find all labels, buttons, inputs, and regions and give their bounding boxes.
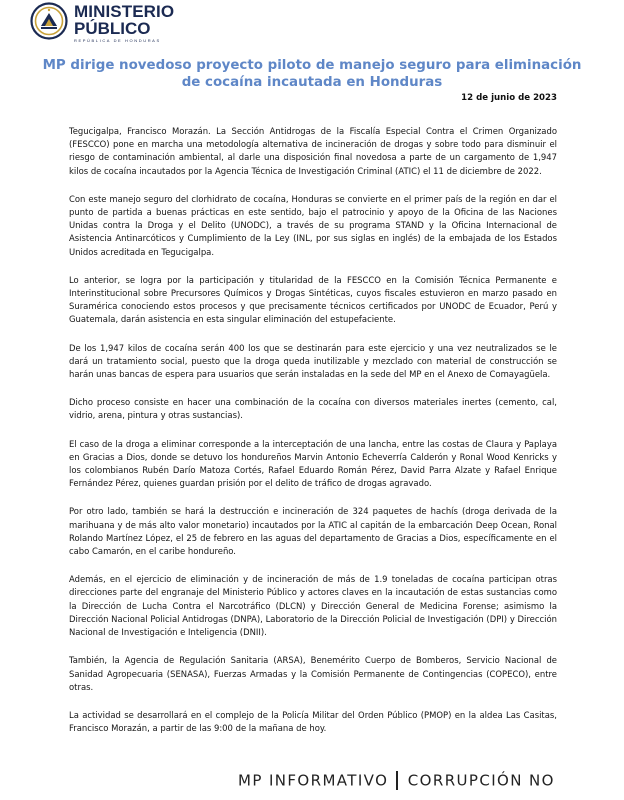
article-paragraph: La actividad se desarrollará en el complejo de la Policía Militar del Orden Público (PMOP) en la aldea Las Casitas, Francisco Morazán, a partir de las 9:00 de la mañana de hoy. bbox=[69, 709, 557, 734]
ministerio-publico-logo bbox=[30, 2, 330, 46]
article-paragraph: De los 1,947 kilos de cocaína serán 400 los que se destinarán para este ejercicio y una vez neutralizados se le dará un tratamiento social, puesto que la droga queda inutilizable y mezclado con material de construcción se harán unas bancas de espera para usuarios que serán instaladas en la sede del MP en el Anexo de Comayagüela. bbox=[69, 342, 557, 380]
footer-corrupcion-no: CORRUPCIÓN NO bbox=[407, 771, 555, 790]
article-date: 12 de junio de 2023 bbox=[461, 93, 557, 103]
article-paragraph: El caso de la droga a eliminar corresponde a la interceptación de una lancha, entre las costas de Claura y Paplaya en Gracias a Dios, donde se detuvo los hondureños Marvin Antonio Echeverría Calderón y Ronal Wood Kenricks y los colombianos Rubén Darío Matoza Cortés, Rafael Eduardo Román Pérez, David Parra Alzate y Rafael Enrique Fernández Pérez, quienes guardan prisión por el delito de tráfico de drogas agravado. bbox=[69, 438, 557, 489]
logo-wordmark-line2: PÚBLICO bbox=[74, 19, 151, 38]
article-paragraph: Con este manejo seguro del clorhidrato de cocaína, Honduras se convierte en el primer país de la región en dar el punto de partida a buenas prácticas en este sentido, bajo el patrocinio y apoyo de la Oficina de las Naciones Unidas contra la Droga y el Delito (UNODC), a través de su programa STAND y la Oficina Internacional de Asistencia Antinarcóticos y Cumplimiento de la Ley (INL, por sus siglas en inglés) de la embajada de los Estados Unidos acreditada en Tegucigalpa. bbox=[69, 193, 557, 257]
article-title: MP dirige novedoso proyecto piloto de manejo seguro para eliminación de cocaína incautada en Honduras bbox=[42, 58, 582, 90]
article-paragraph: Además, en el ejercicio de eliminación y de incineración de más de 1.9 toneladas de cocaína participan otras direcciones parte del engranaje del Ministerio Público y actores claves en la incautación de estas sustancias como la Dirección de Lucha Contra el Narcotráfico (DLCN) y Dirección General de Medicina Forense; asimismo la Dirección Nacional Policial Antidrogas (DNPA), Laboratorio de la Dirección Policial de Investigación (DPI) y Dirección Nacional de Investigación e Inteligencia (DNII). bbox=[69, 574, 557, 638]
article-body bbox=[69, 125, 557, 750]
ministerio-publico-seal-icon bbox=[30, 2, 68, 40]
footer-divider bbox=[396, 771, 398, 790]
article-paragraph: Tegucigalpa, Francisco Morazán. La Sección Antidrogas de la Fiscalía Especial Contra el Crimen Organizado (FESCCO) pone en marcha una metodología alternativa de incineración de drogas y sobre todo para disminuir el riesgo de contaminación ambiental, al darle una disposición final novedosa a parte de un cargamento de 1,947 kilos de cocaína incautados por la Agencia Técnica de Investigación Criminal (ATIC) el 11 de diciembre de 2022. bbox=[69, 126, 557, 176]
logo-wordmark-line1: MINISTERIO bbox=[74, 2, 175, 21]
footer-banner bbox=[238, 771, 624, 799]
article-paragraph: Lo anterior, se logra por la participación y titularidad de la FESCCO en la Comisión Técnica Permanente e Interinstitucional sobre Precursores Químicos y Drogas Sintéticas, cuyos fiscales estuvieron en marzo pasado en Suramérica conociendo estos procesos y que precisamente técnicos certificados por UNODC de Ecuador, Perú y Guatemala, darán asistencia en esta singular eliminación del estupefaciente. bbox=[69, 274, 557, 325]
article-paragraph: Dicho proceso consiste en hacer una combinación de la cocaína con diversos materiales inertes (cemento, cal, vidrio, arena, pintura y otras sustancias). bbox=[69, 397, 557, 421]
footer-mp-informativo: MP INFORMATIVO bbox=[238, 771, 389, 790]
logo-tagline: REPÚBLICA DE HONDURAS bbox=[74, 38, 161, 43]
article-paragraph: Por otro lado, también se hará la destrucción e incineración de 324 paquetes de hachís (droga derivada de la marihuana y de más alto valor monetario) incautados por la ATIC al capitán de la embarcación Deep Ocean, Ronal Rolando Martínez López, el 25 de febrero en las aguas del departamento de Gracias a Dios, específicamente en el cabo Camarón, en el caribe hondureño. bbox=[69, 506, 557, 557]
article-paragraph: También, la Agencia de Regulación Sanitaria (ARSA), Benemérito Cuerpo de Bomberos, Servicio Nacional de Sanidad Agropecuaria (SENASA), Fuerzas Armadas y la Comisión Permanente de Contingencias (COPECO), entre otras. bbox=[69, 655, 557, 692]
